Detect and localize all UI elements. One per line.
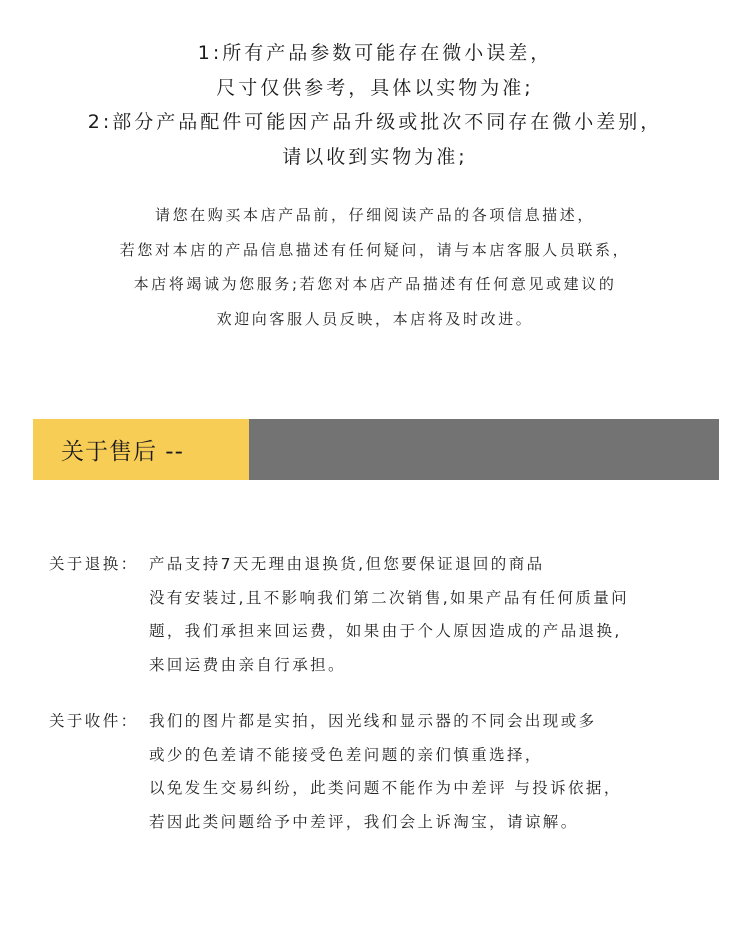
notice-line: 1:所有产品参数可能存在微小误差，: [197, 42, 553, 64]
returns-line: 产品支持7天无理由退换货,但您要保证退回的商品: [149, 555, 545, 573]
notice-line: 尺寸仅供参考，具体以实物为准;: [216, 76, 534, 99]
notice-line: 2:部分产品配件可能因产品升级或批次不同存在微小差别，: [87, 111, 663, 133]
disclaimer-notice: [0, 36, 750, 174]
after-sales-banner: [33, 419, 719, 480]
receipt-line: 或少的色差请不能接受色差问题的亲们慎重选择，: [149, 745, 543, 764]
returns-line: 题，我们承担来回运费，如果由于个人原因造成的产品退换,: [149, 622, 622, 640]
contact-line: 欢迎向客服人员反映，本店将及时改进。: [216, 309, 534, 328]
contact-line: 本店将竭诚为您服务;若您对本店产品描述有任何意见或建议的: [133, 275, 617, 293]
after-sales-title: 关于售后 --: [33, 419, 249, 480]
returns-label: 关于退换：: [49, 555, 139, 573]
receipt-row: [49, 806, 729, 840]
receipt-label: 关于收件：: [49, 712, 139, 730]
returns-row: [49, 615, 729, 649]
receipt-line: 我们的图片都是实拍，因光线和显示器的不同会出现或多: [149, 712, 597, 730]
receipt-line: 以免发生交易纠纷，此类问题不能作为中差评 与投诉依据，: [149, 779, 622, 797]
contact-line: 请您在购买本店产品前，仔细阅读产品的各项信息描述，: [154, 206, 595, 224]
contact-line: 若您对本店的产品信息描述有任何疑问，请与本店客服人员联系，: [119, 240, 631, 259]
receipt-policy: [49, 705, 729, 839]
contact-notice: [0, 198, 750, 336]
receipt-row: [49, 705, 729, 739]
returns-policy: [49, 548, 729, 682]
returns-line: 来回运费由亲自行承担。: [149, 655, 346, 674]
returns-row: [49, 649, 729, 683]
receipt-line: 若因此类问题给予中差评，我们会上诉淘宝，请谅解。: [149, 812, 579, 831]
returns-row: [49, 582, 729, 616]
receipt-row: [49, 772, 729, 806]
notice-line: 请以收到实物为准;: [282, 145, 468, 168]
returns-row: [49, 548, 729, 582]
returns-line: 没有安装过,且不影响我们第二次销售,如果产品有任何质量问: [149, 588, 630, 607]
receipt-row: [49, 739, 729, 773]
